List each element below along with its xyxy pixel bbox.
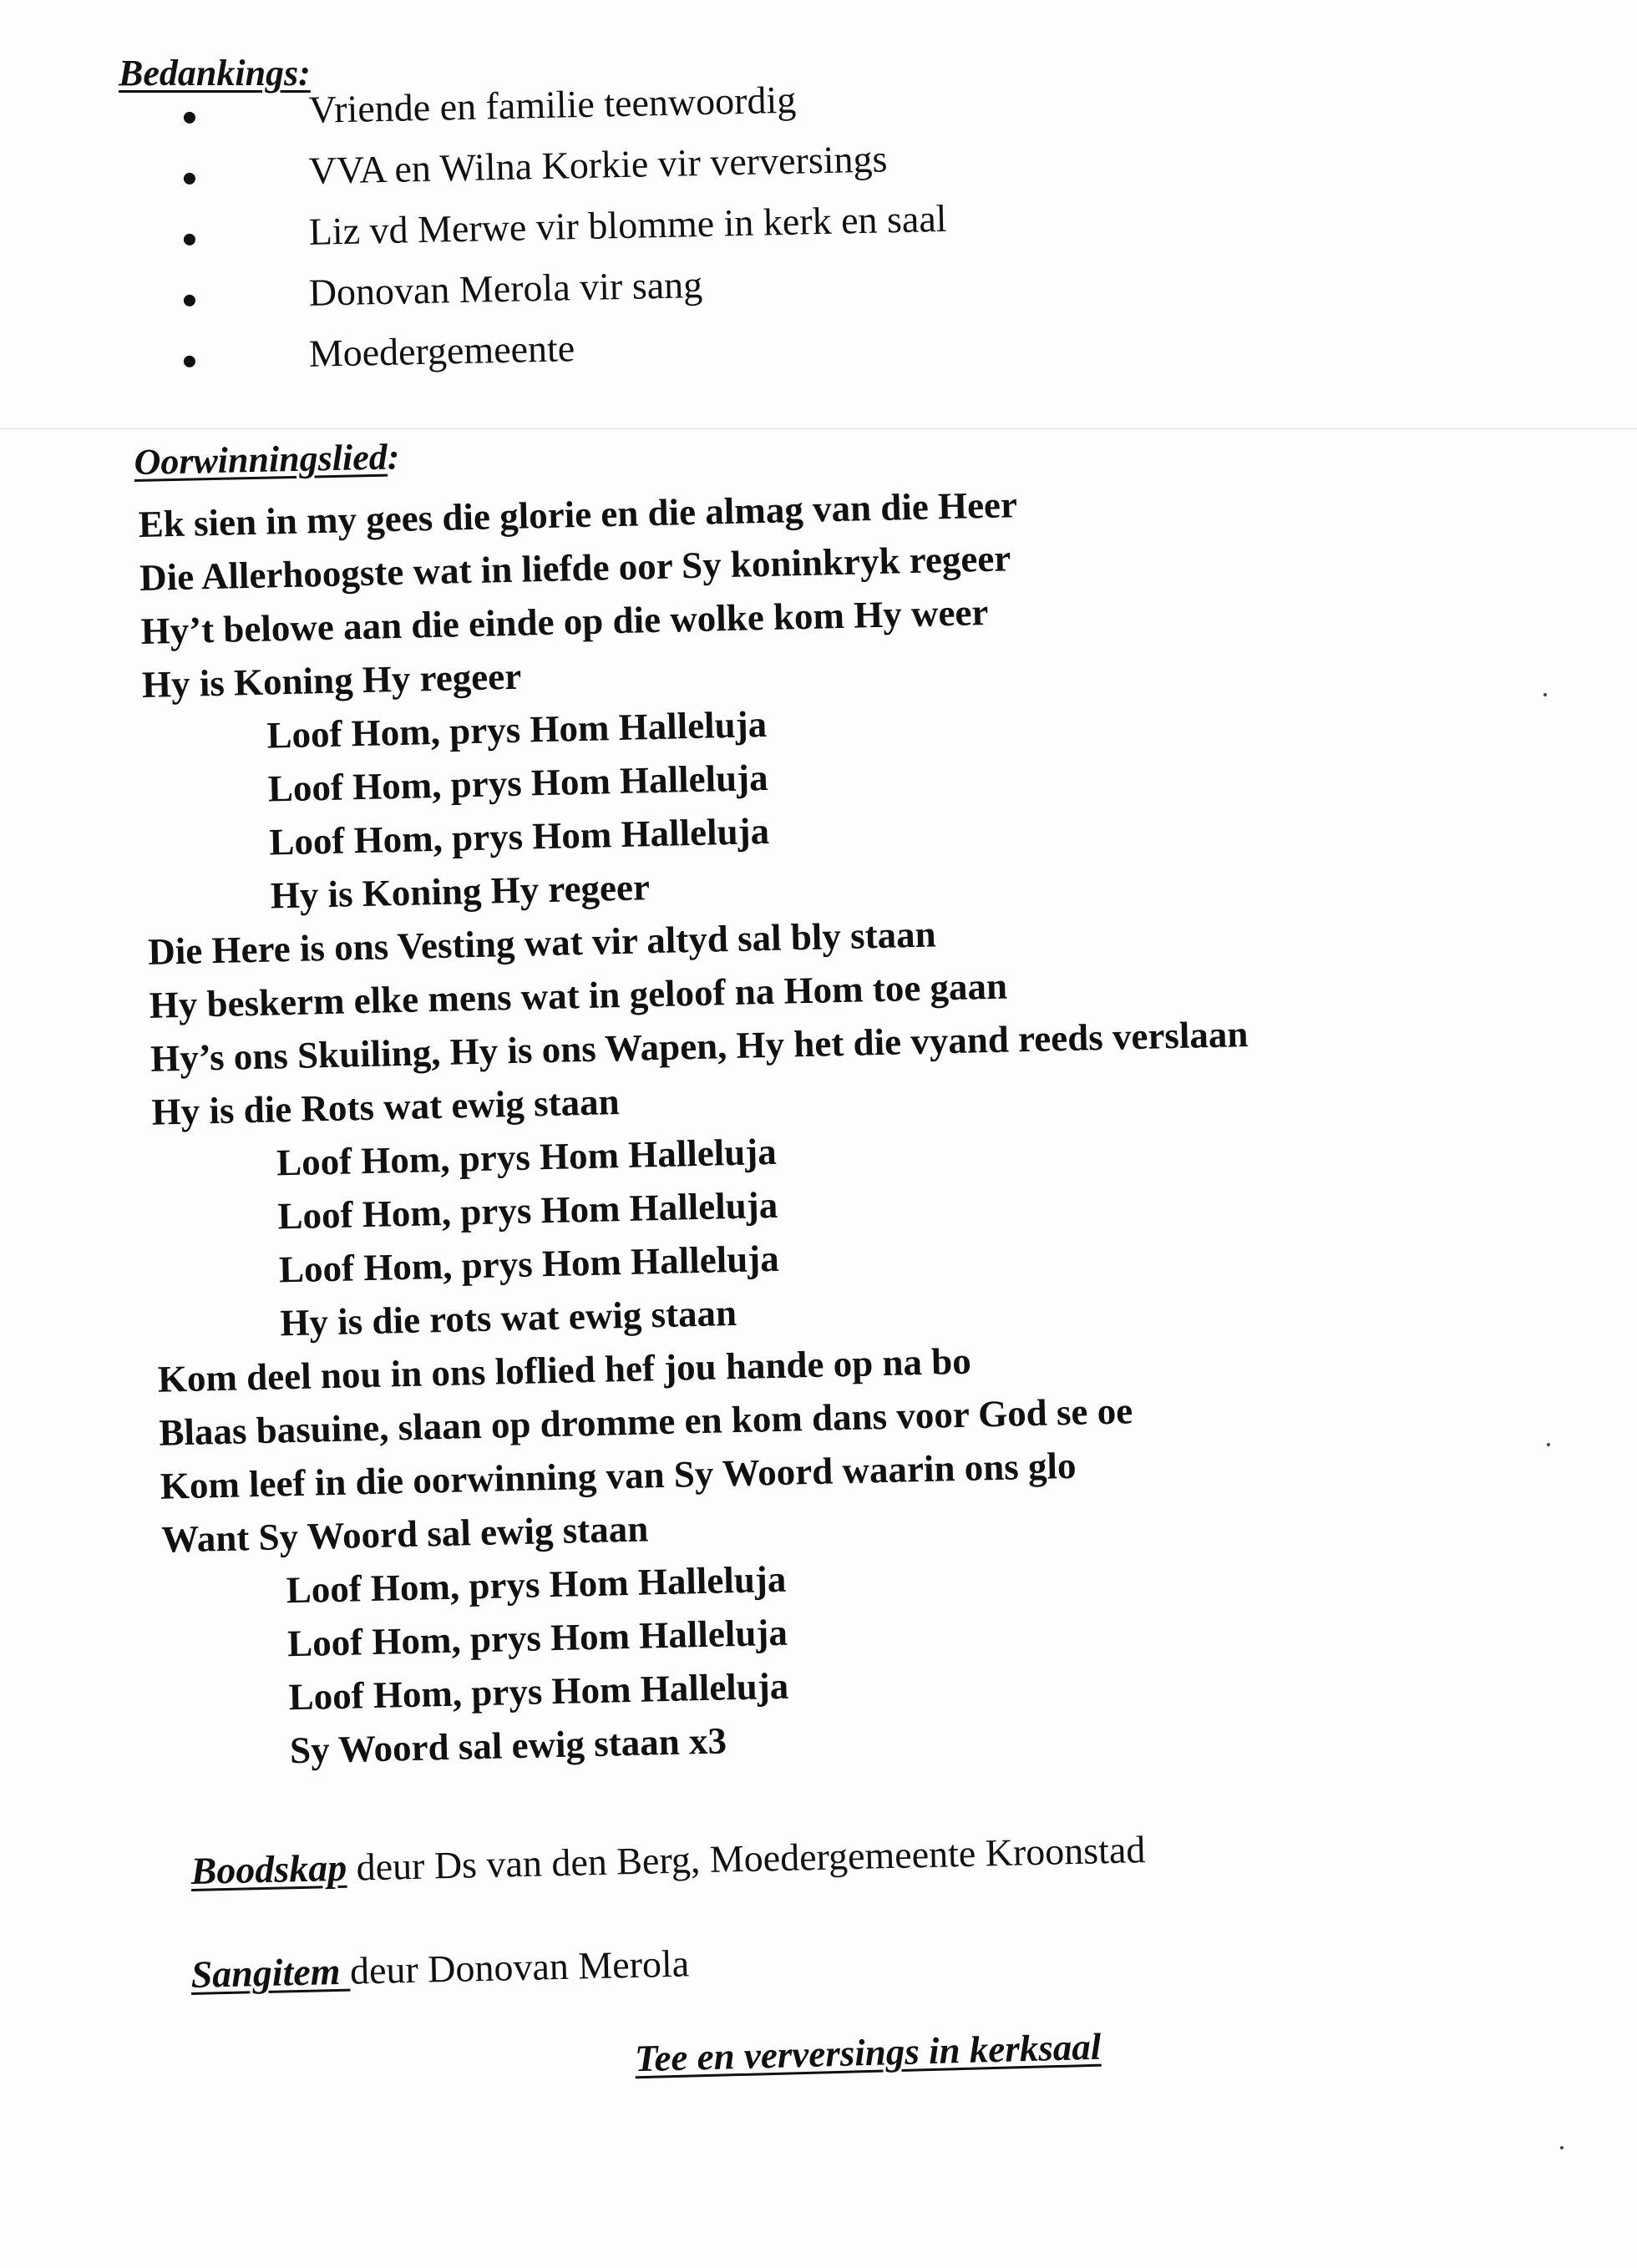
chorus-line: Loof Hom, prys Hom Halleluja	[276, 1183, 778, 1238]
chorus-line: Sy Woord sal ewig staan x3	[289, 1719, 727, 1772]
bedankings-item	[183, 137, 888, 212]
chorus-line: Loof Hom, prys Hom Halleluja	[266, 702, 768, 757]
chorus-line: Loof Hom, prys Hom Halleluja	[288, 1664, 789, 1719]
bedankings-item	[183, 196, 947, 273]
verse-line: Hy is Koning Hy regeer	[141, 655, 522, 706]
boodskap-label: Boodskap	[190, 1845, 347, 1892]
boodskap-text: deur Ds van den Berg, Moedergemeente Kroonstad	[346, 1828, 1146, 1889]
speck-mark	[1543, 693, 1547, 696]
chorus-line: Loof Hom, prys Hom Halleluja	[268, 809, 770, 863]
bedankings-item-text: VVA en Wilna Korkie vir verversings	[308, 137, 888, 192]
chorus-line: Loof Hom, prys Hom Halleluja	[278, 1237, 780, 1291]
bedankings-heading: Bedankings:	[119, 53, 311, 94]
verse-line: Hy’s ons Skuiling, Hy is ons Wapen, Hy het die vyand reeds verslaan	[150, 1013, 1249, 1080]
chorus-line: Hy is die rots wat ewig staan	[279, 1291, 737, 1344]
sangitem-line	[190, 1941, 690, 1997]
chorus-line: Loof Hom, prys Hom Halleluja	[286, 1557, 787, 1612]
bullet-icon	[184, 356, 195, 367]
bullet-icon	[184, 234, 195, 246]
verse-line: Want Sy Woord sal ewig staan	[160, 1507, 649, 1561]
sangitem-text: deur Donovan Merola	[349, 1941, 690, 1992]
verse-line: Hy beskerm elke mens wat in geloof na Hom toe gaan	[149, 964, 1008, 1026]
bedankings-item	[183, 262, 703, 334]
verse-line: Kom leef in die oorwinning van Sy Woord waarin ons glo	[160, 1444, 1077, 1507]
speck-mark	[1560, 2146, 1564, 2149]
chorus-line: Hy is Koning Hy regeer	[270, 866, 651, 917]
verse-line: Ek sien in my gees die glorie en die almag van die Heer	[138, 483, 1018, 545]
song-lyrics	[138, 473, 1264, 1779]
bullet-icon	[184, 112, 195, 124]
chorus-line: Loof Hom, prys Hom Halleluja	[267, 756, 769, 810]
closing-note: Tee en verversings in kerksaal	[634, 2025, 1102, 2080]
verse-line: Blaas basuine, slaan op dromme en kom dans voor God se oe	[158, 1390, 1133, 1454]
song-heading-colon: :	[387, 436, 400, 478]
bedankings-item	[183, 78, 797, 151]
bedankings-item-text: Donovan Merola vir sang	[308, 262, 703, 314]
paper-fold-line	[0, 428, 1637, 430]
song-heading-label: Oorwinningslied	[134, 436, 388, 483]
verse-line: Die Here is ons Vesting wat vir altyd sal bly staan	[147, 913, 937, 973]
verse-line: Hy’t belowe aan die einde op die wolke kom Hy weer	[140, 590, 989, 652]
bedankings-item-text: Moedergemeente	[308, 327, 575, 375]
bullet-icon	[184, 295, 195, 306]
bullet-icon	[184, 173, 195, 185]
bedankings-item-text: Vriende en familie teenwoordig	[308, 78, 797, 131]
song-heading	[134, 435, 400, 483]
boodskap-line	[190, 1827, 1146, 1893]
verse-line: Die Allerhoogste wat in liefde oor Sy koninkryk regeer	[139, 537, 1011, 599]
bedankings-item	[183, 327, 575, 395]
chorus-line: Loof Hom, prys Hom Halleluja	[286, 1611, 788, 1665]
verse-line: Kom deel nou in ons loflied hef jou hande op na bo	[157, 1339, 972, 1400]
sangitem-label: Sangitem	[190, 1949, 351, 1996]
bedankings-item-text: Liz vd Merwe vir blomme in kerk en saal	[308, 196, 947, 253]
speck-mark	[1547, 1443, 1550, 1446]
chorus-line: Loof Hom, prys Hom Halleluja	[276, 1130, 778, 1184]
verse-line: Hy is die Rots wat ewig staan	[151, 1081, 621, 1133]
